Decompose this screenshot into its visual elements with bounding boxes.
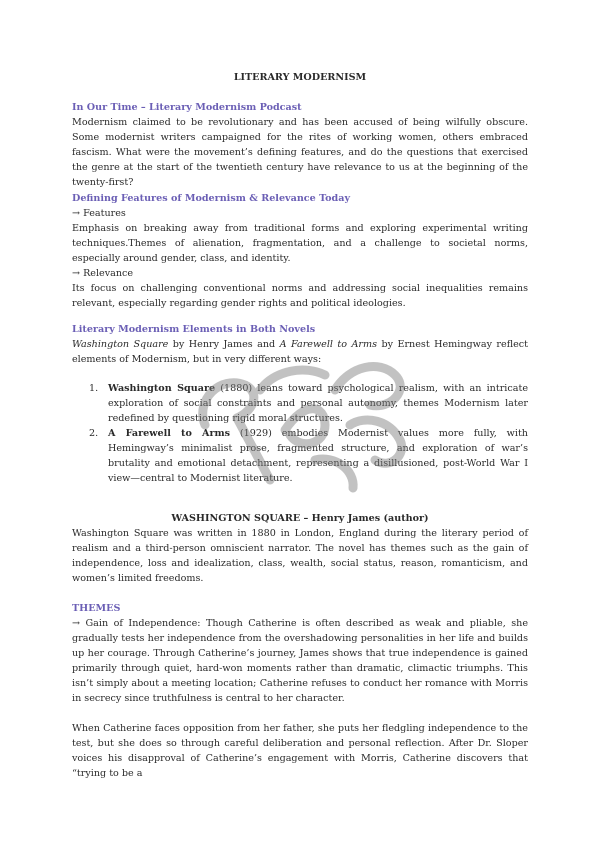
intro-title-farewell: A Farewell to Arms — [279, 339, 378, 350]
podcast-body: Modernism claimed to be revolutionary and has been accused of being wilfully obscure. Some modernist writers campaigned for the rites of working women, others embraced fascism. What were the movement’s defining features, and do the questions that exercised the genre at the start of the twentieth century have relevance to us at the beginning of the twenty-first? — [72, 117, 528, 188]
elements-intro — [72, 337, 528, 367]
elements-section — [72, 322, 528, 486]
list-item-number: 1. — [89, 383, 99, 394]
themes-para-1: → Gain of Independence: Though Catherine is often described as weak and pliable, she gradually tests her independence from the overshadowing personalities in her life and builds up her courage. Through Catherine’s journey, James shows that true independence is gained primarily through quiet, hard-won moments rather than dramatic, climactic triumphs. This isn’t simply about a meeting location; Catherine refuses to conduct her romance with Morris in secrecy since truthfulness is central to her character. — [72, 618, 528, 704]
features-label: → Features — [72, 208, 126, 219]
elements-heading: Literary Modernism Elements in Both Novels — [72, 324, 316, 335]
relevance-body: Its focus on challenging conventional norms and addressing social inequalities remains relevant, especially regarding gender rights and political ideologies. — [72, 283, 528, 309]
list-item-title: A Farewell to Arms — [108, 428, 231, 439]
relevance-label: → Relevance — [72, 268, 134, 279]
podcast-section — [72, 100, 528, 190]
washington-section — [72, 511, 528, 586]
features-body: Emphasis on breaking away from traditional forms and exploring experimental writing techniques.Themes of alienation, fragmentation, and a challenge to societal norms, especially around gender, class, and identity. — [72, 223, 528, 264]
intro-title-washington: Washington Square — [72, 339, 169, 350]
page-title: LITERARY MODERNISM — [233, 72, 367, 83]
features-heading: Defining Features of Modernism & Relevance Today — [72, 193, 351, 204]
washington-body: Washington Square was written in 1880 in London, England during the literary period of realism and a third-person omniscient narrator. The novel has themes such as the gain of independence, loss and idealization, class, wealth, social status, reason, romanticism, and women’s limited freedoms. — [72, 528, 528, 584]
list-item-number: 2. — [89, 428, 99, 439]
themes-heading: THEMES — [72, 603, 121, 614]
intro-mid: by Henry James and — [168, 339, 280, 350]
list-item-text: (1929) embodies Modernist values more fully, with Hemingway’s minimalist prose, fragmented structure, and exploration of war’s brutality and emotional detachment, representing a disillusioned, post-World War I view—central to Modernist literature. — [108, 428, 528, 484]
podcast-heading: In Our Time – Literary Modernism Podcast — [72, 102, 302, 113]
themes-para-2: When Catherine faces opposition from her father, she puts her fledgling independence to the test, but she does so through careful deliberation and personal reflection. After Dr. Sloper voices his disapproval of Catherine’s engagement with Morris, Catherine discovers that “trying to be a — [72, 723, 528, 779]
list-item-title: Washington Square — [108, 383, 216, 394]
washington-heading: WASHINGTON SQUARE – Henry James (author) — [171, 513, 429, 524]
themes-section — [72, 601, 528, 781]
intro-end: by Ernest Hemingway reflect elements of Modernism, but in very different ways: — [72, 339, 528, 365]
novel-list — [72, 381, 528, 486]
features-section — [72, 191, 528, 311]
list-item — [72, 381, 528, 426]
list-item-text: (1880) leans toward psychological realism, with an intricate exploration of social constraints and personal autonomy, themes Modernism later redefined by questioning rigid moral structures. — [108, 383, 528, 424]
list-item — [72, 426, 528, 486]
